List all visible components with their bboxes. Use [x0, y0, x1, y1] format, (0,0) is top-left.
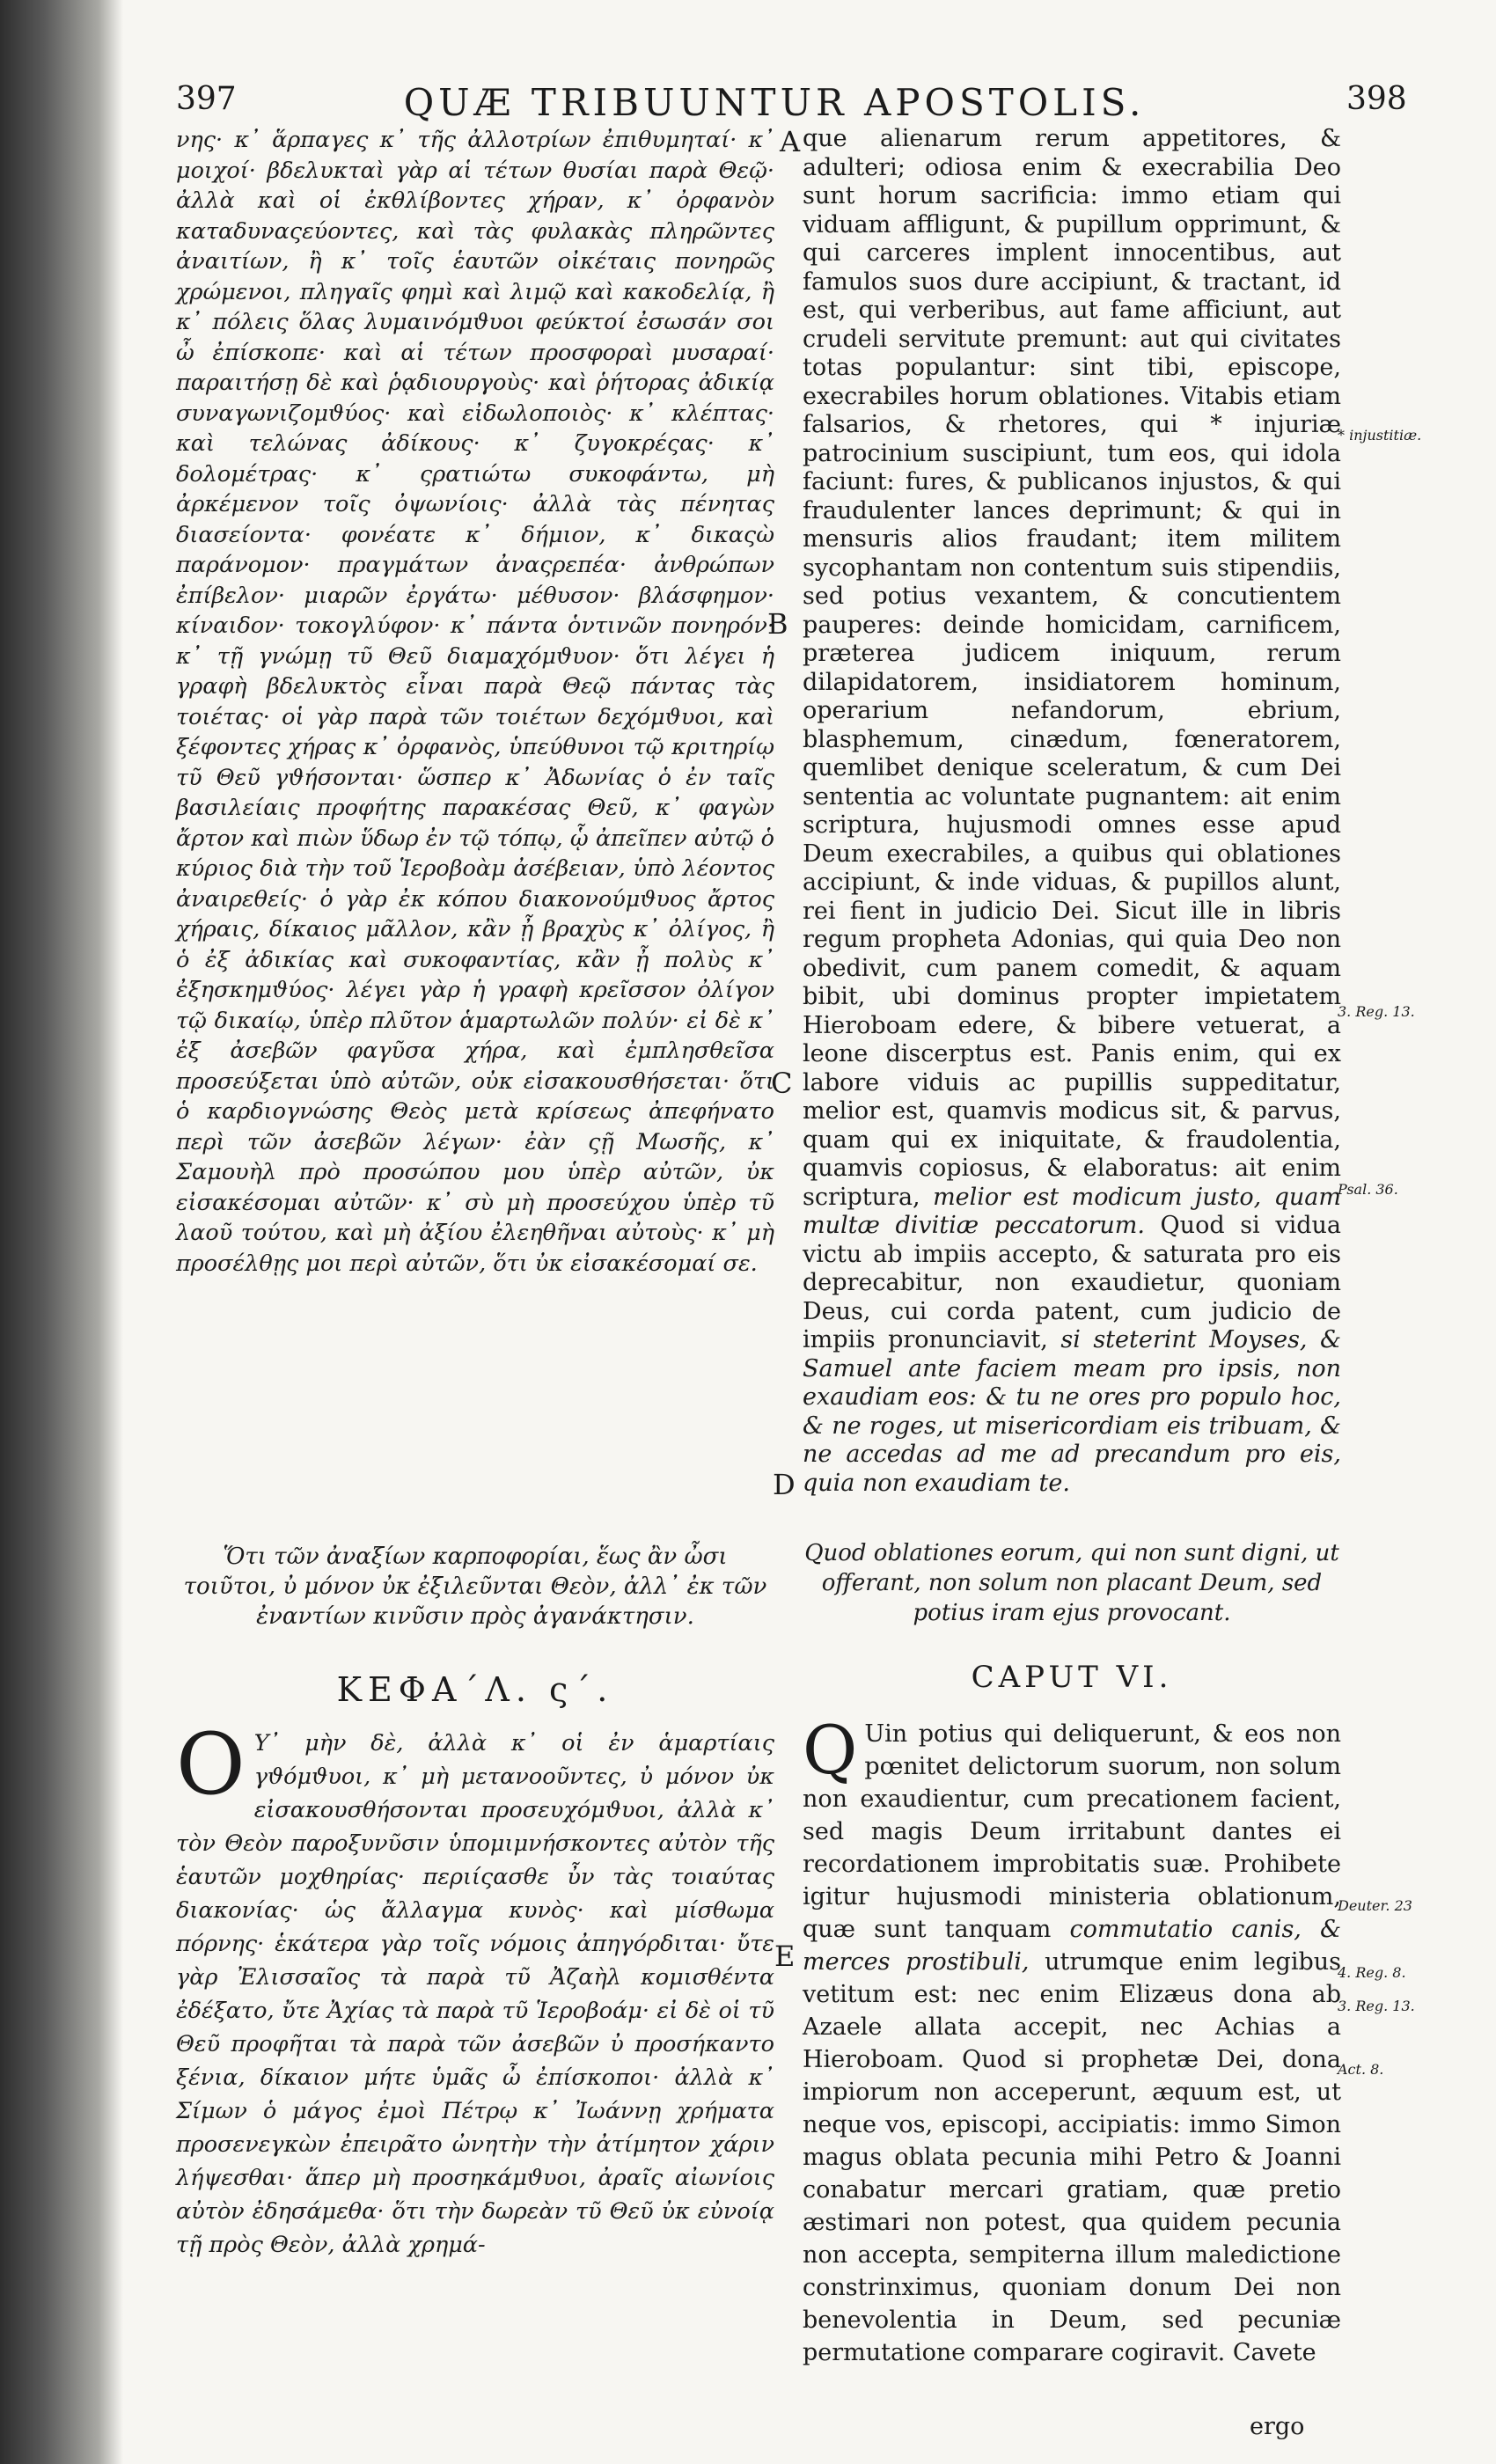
margin-note-psal-36: Psal. 36.	[1338, 1181, 1398, 1198]
latin-chapter-quote: commutatio canis, & merces prostibuli,	[803, 1916, 1341, 1976]
section-letter-c: C	[771, 1067, 793, 1100]
margin-note-act-8: Act. 8.	[1338, 2061, 1384, 2078]
margin-note-3-reg-13: 3. Reg. 13.	[1338, 1003, 1415, 1020]
running-title: QUÆ TRIBUUNTUR APOSTOLIS.	[403, 81, 1146, 124]
margin-note-injustitiae: * injustitiæ.	[1338, 427, 1422, 444]
section-letter-d: D	[773, 1468, 796, 1501]
latin-text-2: Quod si vidua victu ab impiis accepto, & saturata pro eis deprecabitur, non exaudietur, quoniam Deus, cui corda patent, cum judicio de impiis pronunciavit,	[803, 1212, 1341, 1353]
section-letter-a: A	[780, 125, 801, 158]
latin-chapter-body-2: utrumque enim legibus vetitum est: nec enim Elizæus dona ab Azaele allata accepit, nec Achias a Hieroboam. Quod si prophetæ Dei, dona impiorum non acceperunt, æquum est, ut neque vos, episcopi, accipiatis: immo Simon magus oblata pecunia mihi Petro & Joanni conabatur mercari gratiam, quæ pretio æstimari non potest, qua quidem pecunia non accepta, sempiterna illum maledictione constrinximus, quoniam donum Dei non benevolentia in Deum, sed pecuniæ permutatione comparare cogiravit. Cavete	[803, 1948, 1341, 2366]
page-number-right: 398	[1346, 81, 1407, 117]
latin-chapter-rubric: Quod oblationes eorum, qui non sunt digni, ut offerant, non solum non placant Deum, sed potius iram ejus provocant.	[804, 1540, 1339, 1626]
greek-chapter-heading: ΚΕΦΑ´Λ. ς´.	[336, 1670, 614, 1709]
greek-chapter-rubric: Ὅτι τῶν ἀναξίων καρποφορίαι, ἕως ἂν ὦσι τοιῦτοι, ὐ μόνον ὐκ ἐξιλεῦνται Θεὸν, ἀλλ᾽ ἐκ τῶν ἐναντίων κινῦσιν πρὸς ἀγανάκτησιν.	[183, 1544, 767, 1630]
greek-chapter-body: Υ᾽ μὴν δὲ, ἀλλὰ κ᾽ οἱ ἐν ἁμαρτίαις γϑόμϑυοι, κ᾽ μὴ μετανοοῦντες, ὐ μόνον ὐκ εἰσακουσθήσονται προσευχόμϑυοι, ἀλλὰ κ᾽ τὸν Θεὸν παροξυνῦσιν ὑπομιμνήσκοντες αὐτὸν τῆς ἑαυτῶν μοχθηρίας· περιίςασθε ὖν τὰς τοιαύτας διακονίας· ὡς ἄλλαγμα κυνὸς· καὶ μίσθωμα πόρνης· ἑκάτερα γὰρ τοῖς νόμοις ἀπηγόρδιται· ὔτε γὰρ Ἐλισσαῖος τὰ παρὰ τῦ Ἀζαὴλ κομισθέντα ἐδέξατο, ὔτε Ἀχίας τὰ παρὰ τῦ Ἱεροβοάμ· εἰ δὲ οἱ τῦ Θεῦ προφῆται τὰ παρὰ τῶν ἀσεβῶν ὐ προσήκαντο ξένια, δίκαιον μήτε ὑμᾶς ὦ ἐπίσκοποι· ἀλλὰ κ᾽ Σίμων ὁ μάγος ἐμοὶ Πέτρῳ κ᾽ Ἰωάννῃ χρήματα προσενεγκὼν ἐπειρᾶτο ὠνητὴν τὴν ἀτίμητον χάριν λήψεσθαι· ἅπερ μὴ προσηκάμϑυοι, ἀραῖς αἰωνίοις αὐτὸν ἐδησάμεθα· ὅτι τὴν δωρεὰν τῦ Θεῦ ὐκ εὐνοίᾳ τῇ πρὸς Θεὸν, ἀλλὰ χρημά-	[176, 1730, 774, 2258]
greek-chapter-text	[176, 1715, 774, 2262]
latin-chapter-text	[803, 1711, 1341, 2369]
latin-chapter-body-1: Uin potius qui deliquerunt, & eos non pœnitet delictorum suorum, non solum non exaudientur, cum precationem facient, sed magis Deum irritabunt dantes ei recordationem improbitatis suæ. Prohibete igitur hujusmodi ministeria oblationum, quæ sunt tanquam	[803, 1720, 1341, 1943]
latin-quote-1: melior est modicum justo, quam multæ divitiæ peccatorum.	[803, 1183, 1341, 1239]
greek-text: νης· κ᾽ ἅρπαγες κ᾽ τῆς ἀλλοτρίων ἐπιθυμηταί· κ᾽ μοιχοί· βδελυκταὶ γὰρ αἱ τέτων θυσίαι παρὰ Θεῷ· ἀλλὰ καὶ οἱ ἐκθλίβοντες χήραν, κ᾽ ὀρφανὸν καταδυναςεύοντες, καὶ τὰς φυλακὰς πληρῶντες ἀναιτίων, ἢ κ᾽ τοῖς ἑαυτῶν οἰκέταις πονηρῶς χρώμενοι, πληγαῖς φημὶ καὶ λιμῷ καὶ κακοδελίᾳ, ἢ κ᾽ πόλεις ὅλας λυμαινόμϑυοι φεύκτοί ἐσωσάν σοι ὦ ἐπίσκοπε· καὶ αἱ τέτων προσφοραὶ μυσαραί· παραιτήσῃ δὲ καὶ ῥᾳδιουργοὺς· καὶ ῥήτορας ἀδικίᾳ συναγωνιζομϑύος· καὶ εἰδωλοποιὸς· κ᾽ κλέπτας· καὶ τελώνας ἀδίκους· κ᾽ ζυγοκρέςας· κ᾽ δολομέτρας· κ᾽ ςρατιώτω συκοφάντω, μὴ ἀρκέμενον τοῖς ὀψωνίοις· ἀλλὰ τὰς πένητας διασείοντα· φονέατε κ᾽ δήμιον, κ᾽ δικαςὼ παράνομον· πραγμάτων ἀναςρεπέα· ἀνθρώπων ἐπίβελον· μιαρῶν ἐργάτω· μέθυσον· βλάσφημον· κίναιδον· τοκογλύφον· κ᾽ πάντα ὁντινῶν πονηρόν· κ᾽ τῇ γνώμῃ τῦ Θεῦ διαμαχόμϑυον· ὅτι λέγει ἡ γραφὴ βδελυκτὸς εἶναι παρὰ Θεῷ πάντας τὰς τοιέτας· οἱ γὰρ παρὰ τῶν τοιέτων δεχόμϑυοι, καὶ ξέφοντες χήρας κ᾽ ὀρφανὸς, ὑπεύθυνοι τῷ κριτηρίῳ τῦ Θεῦ γϑήσονται· ὥσπερ κ᾽ Ἀδωνίας ὁ ἐν ταῖς βασιλείαις προφήτης παρακέσας Θεῦ, κ᾽ φαγὼν ἄρτον καὶ πιὼν ὕδωρ ἐν τῷ τόπῳ, ᾧ ἀπεῖπεν αὐτῷ ὁ κύριος διὰ τὴν τοῦ Ἱεροβοὰμ ἀσέβειαν, ὑπὸ λέοντος ἀναιρεθείς· ὁ γὰρ ἐκ κόπου διακονούμϑυος ἄρτος χήραις, δίκαιος μᾶλλον, κἂν ᾖ βραχὺς κ᾽ ὀλίγος, ἢ ὁ ἐξ ἀδικίας καὶ συκοφαντίας, κἂν ᾖ πολὺς κ᾽ ἐξησκημϑύος· λέγει γὰρ ἡ γραφὴ κρεῖσσον ὀλίγον τῷ δικαίῳ, ὑπὲρ πλῦτον ἁμαρτωλῶν πολύν· εἰ δὲ κ᾽ ἐξ ἀσεβῶν φαγῦσα χήρα, καὶ ἐμπλησθεῖσα προσεύξεται ὑπὸ αὐτῶν, οὐκ εἰσακουσθήσεται· ὅτι ὁ καρδιογνώσης Θεὸς μετὰ κρίσεως ἀπεφήνατο περὶ τῶν ἀσεβῶν λέγων· ἐὰν ςῇ Μωσῆς, κ᾽ Σαμουὴλ πρὸ προσώπου μου ὑπὲρ αὐτῶν, ὐκ εἰσακέσομαι αὐτῶν· κ᾽ σὺ μὴ προσεύχου ὑπὲρ τῦ λαοῦ τούτου, καὶ μὴ ἀξίου ἐλεηθῆναι αὐτοὺς· κ᾽ μὴ προσέλθῃς μοι περὶ αὐτῶν, ὅτι ὐκ εἰσακέσομαί σε.	[176, 127, 774, 1277]
latin-chapter-heading: CAPUT VI.	[971, 1660, 1173, 1695]
greek-column	[176, 125, 774, 1279]
section-letter-b: B	[767, 607, 788, 641]
catchword: ergo	[1250, 2413, 1305, 2440]
latin-text	[803, 125, 1341, 1498]
margin-note-deuter-23: Deuter. 23	[1338, 1897, 1412, 1914]
latin-quote-2: si steterint Moyses, & Samuel ante faciem meam pro ipsis, non exaudiam eos: & tu ne ores pro populo hoc, & ne roges, ut misericordiam eis tribuam, & ne accedas ad me ad precandum pro eis, quia non exaudiam te.	[803, 1326, 1341, 1497]
latin-column	[803, 125, 1341, 1498]
latin-text-1: que alienarum rerum appetitores, & adulteri; odiosa enim & execrabilia Deo sunt horum sacrificia: immo etiam qui viduam affligunt, & pupillum opprimunt, & qui carceres implent innocentibus, aut famulos suos dure accipiunt, & tractant, id est, qui verberibus, aut fame afficiunt, aut crudeli servitute premunt: aut qui civitates totas populantur: sint tibi, episcope, execrabiles horum oblationes. Vitabis etiam falsarios, & rhetores, qui * injuriæ patrocinium suscipiunt, tum eos, qui idola faciunt: fures, & publicanos injustos, & qui fraudulenter lances deprimunt; & qui in mensuris alios fraudant; item militem sycophantam non contentum suis stipendiis, sed potius vexantem, & concutientem pauperes: deinde homicidam, carnificem, præterea judicem iniquum, rerum dilapidatorem, insidiatorem hominum, operarium nefandorum, ebrium, blasphemum, cinædum, fœneratorem, quemlibet denique sceleratum, & cum Dei sententia ac voluntate pugnantem: ait enim scriptura, hujusmodi omnes esse apud Deum execrabiles, a quibus qui oblationes accipiunt, & inde viduas, & pupillos alunt, rei fient in judicio Dei. Sicut ille in libris regum propheta Adonias, qui quia Deo non obedivit, cum panem comedit, & aquam bibit, ubi dominus propter impietatem Hieroboam edere, & bibere vetuerat, a leone discerptus est. Panis enim, qui ex labore viduis ac pupillis suppeditatur, melior est, quamvis modicus sit, & parvus, quam qui ex iniquitate, & fraudolentia, quamvis copiosus, & elaboratus: ait enim scriptura,	[803, 125, 1341, 1211]
greek-dropcap: Ο	[176, 1715, 246, 1814]
section-letter-e: E	[774, 1940, 796, 1973]
margin-note-3-reg-13b: 3. Reg. 13.	[1338, 1998, 1415, 2014]
book-gutter-shadow	[0, 0, 123, 2464]
page-number-left: 397	[176, 81, 237, 117]
margin-note-4-reg-8: 4. Reg. 8.	[1338, 1964, 1406, 1981]
latin-dropcap: Q	[803, 1711, 858, 1789]
